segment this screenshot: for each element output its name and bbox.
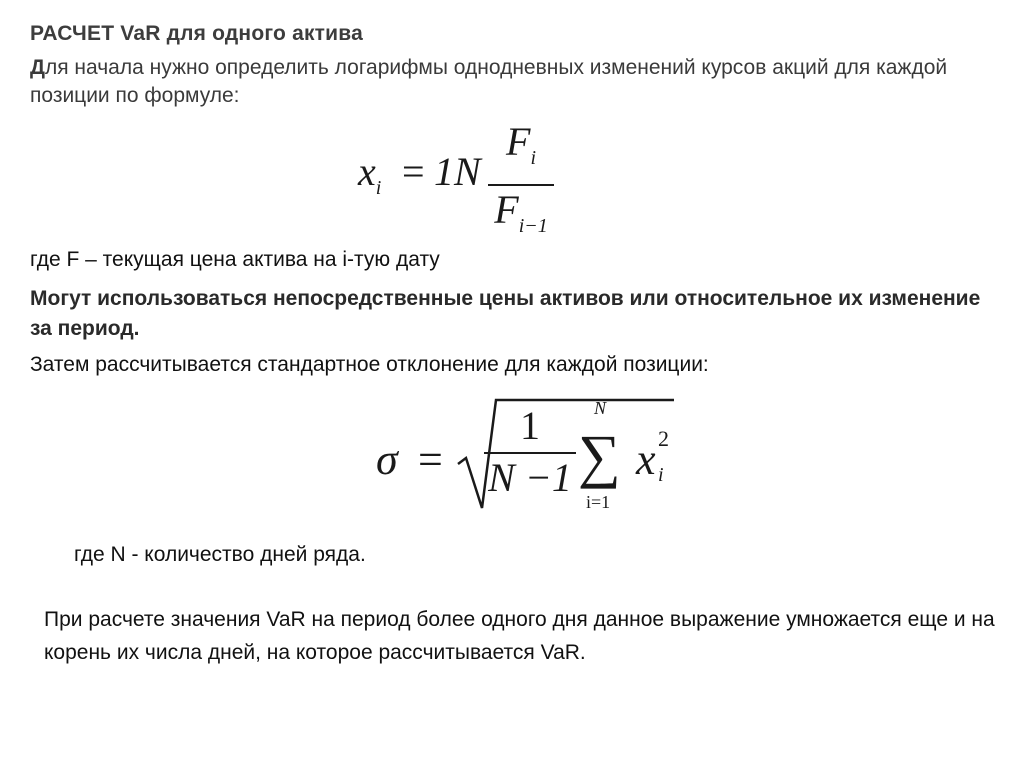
std-intro-text: Затем рассчитывается стандартное отклонение для каждой позиции: <box>30 353 709 376</box>
formula2-sum-symbol: ∑ <box>578 423 621 489</box>
formula1-num-sub: i <box>530 147 536 169</box>
formula2-sum-lower: i=1 <box>586 492 611 512</box>
formula2-equals: = <box>418 435 443 484</box>
formula1-fraction <box>488 120 554 248</box>
std-dev-formula <box>376 398 676 518</box>
intro-first-letter: Д <box>30 56 45 79</box>
intro-text: ля начала нужно определить логарифмы однодневных изменений курсов акций для каждой позиции по формуле: <box>30 56 948 107</box>
where-f-text: где F – текущая цена актива на i-тую дату <box>30 248 440 271</box>
formula1-lhs-var: x <box>358 149 376 194</box>
formula1-fraction-bar <box>488 184 554 186</box>
log-return-formula <box>358 118 578 237</box>
formula2-fraction-bar <box>484 452 576 454</box>
formula2-term-sup: 2 <box>658 426 669 451</box>
formula2-fraction <box>484 404 576 500</box>
slide-title: РАСЧЕТ VaR для одного актива <box>30 22 363 45</box>
formula1-den-sub: i−1 <box>518 215 548 237</box>
formula2-term: x <box>636 435 656 484</box>
where-n-text: где N - количество дней ряда. <box>74 543 366 566</box>
formula1-lhs-sub: i <box>375 177 382 199</box>
bold-note: Могут использоваться непосредственные цены активов или относительное их изменение за период. <box>30 287 981 340</box>
formula1-den-var: F <box>494 187 519 232</box>
formula1-denominator <box>488 188 554 248</box>
formula2-term-sub: i <box>658 464 664 486</box>
formula1-numerator <box>488 120 554 180</box>
formula2-denominator: N −1 <box>488 455 572 500</box>
formula1-equals: = <box>402 149 425 194</box>
formula2-numerator: 1 <box>520 403 540 448</box>
formula2-sum-upper: N <box>594 398 607 418</box>
formula1-lhs <box>358 148 381 200</box>
intro-paragraph <box>30 54 980 110</box>
formula1-num-var: F <box>506 119 531 164</box>
formula1-function: 1N <box>434 149 481 194</box>
final-note: При расчете значения VaR на период более одного дня данное выражение умножается еще и на корень их числа дней, на которое рассчитывается VaR. <box>44 608 995 664</box>
formula2-sigma: σ <box>376 435 398 484</box>
